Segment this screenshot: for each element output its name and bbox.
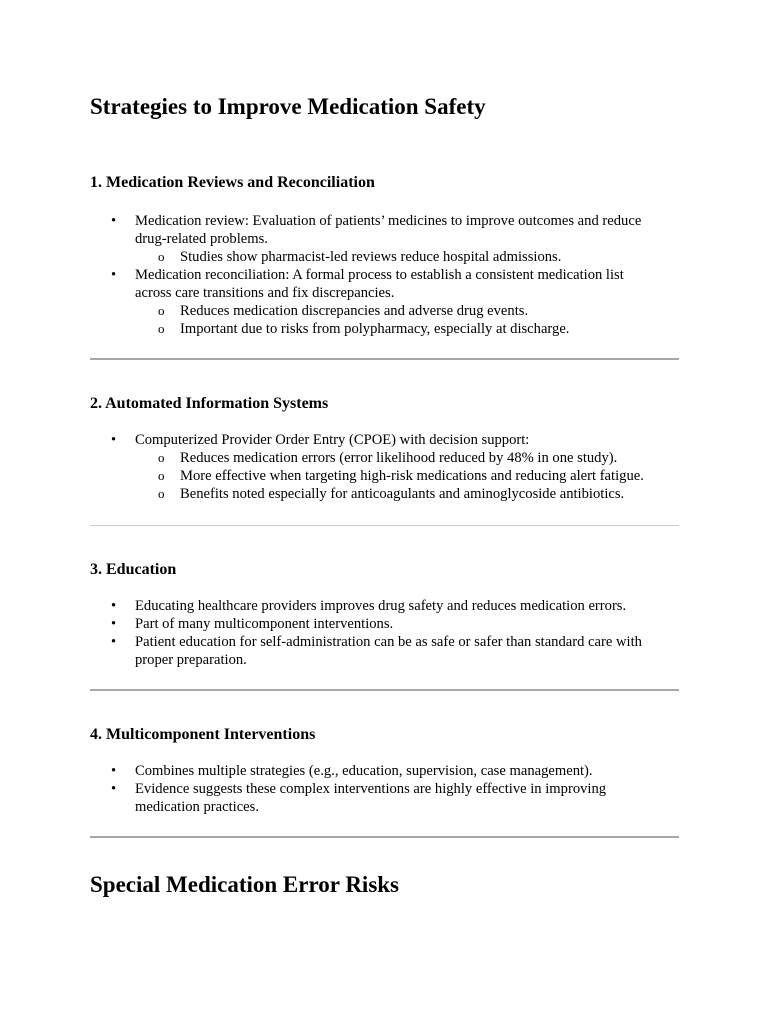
list-item-text: proper preparation. (135, 652, 247, 668)
sub-bullet-marker: o (158, 249, 165, 264)
list-item-text: Patient education for self-administration can be as safe or safer than standard care with (135, 634, 642, 650)
sub-list-item-text: More effective when targeting high-risk medications and reducing alert fatigue. (180, 468, 644, 484)
section-divider (90, 358, 679, 360)
list-item-text: Educating healthcare providers improves drug safety and reduces medication errors. (135, 598, 627, 614)
bullet-marker: • (111, 616, 117, 632)
bullet-marker: • (111, 763, 117, 779)
bullet-marker: • (111, 598, 117, 614)
list-item-text: across care transitions and fix discrepancies. (135, 285, 395, 301)
list-item-text: Part of many multicomponent interventions. (135, 616, 394, 632)
list-item-text: Computerized Provider Order Entry (CPOE) with decision support: (135, 432, 530, 448)
bullet-marker: • (111, 432, 117, 448)
page-title: Strategies to Improve Medication Safety (90, 94, 486, 119)
list-item-text: drug-related problems. (135, 231, 268, 247)
sub-list-item-text: Reduces medication errors (error likelihood reduced by 48% in one study). (180, 450, 618, 466)
sub-list-item-text: Benefits noted especially for anticoagulants and aminoglycoside antibiotics. (180, 486, 625, 502)
sub-bullet-marker: o (158, 303, 165, 318)
bullet-marker: • (111, 213, 117, 229)
section-heading-1: 1. Medication Reviews and Reconciliation (90, 174, 375, 191)
list-item-text: Medication review: Evaluation of patients’ medicines to improve outcomes and reduce (135, 213, 642, 229)
section-divider (90, 836, 679, 838)
sub-bullet-marker: o (158, 450, 165, 465)
sub-bullet-marker: o (158, 486, 165, 501)
section-heading-2: 2. Automated Information Systems (90, 395, 329, 412)
sub-list-item-text: Studies show pharmacist-led reviews reduce hospital admissions. (180, 249, 562, 265)
sub-list-item-text: Important due to risks from polypharmacy, especially at discharge. (180, 321, 570, 337)
section-divider (90, 525, 679, 526)
next-section-title: Special Medication Error Risks (90, 872, 400, 897)
sub-bullet-marker: o (158, 321, 165, 336)
bullet-marker: • (111, 634, 117, 650)
bullet-marker: • (111, 267, 117, 283)
sub-bullet-marker: o (158, 468, 165, 483)
list-item-text: medication practices. (135, 799, 259, 815)
section-heading-3: 3. Education (90, 561, 177, 578)
list-item-text: Medication reconciliation: A formal process to establish a consistent medication list (135, 267, 624, 283)
bullet-marker: • (111, 781, 117, 797)
list-item-text: Combines multiple strategies (e.g., education, supervision, case management). (135, 763, 593, 779)
sub-list-item-text: Reduces medication discrepancies and adverse drug events. (180, 303, 529, 319)
list-item-text: Evidence suggests these complex interventions are highly effective in improving (135, 781, 607, 797)
section-heading-4: 4. Multicomponent Interventions (90, 726, 316, 743)
section-divider (90, 689, 679, 691)
